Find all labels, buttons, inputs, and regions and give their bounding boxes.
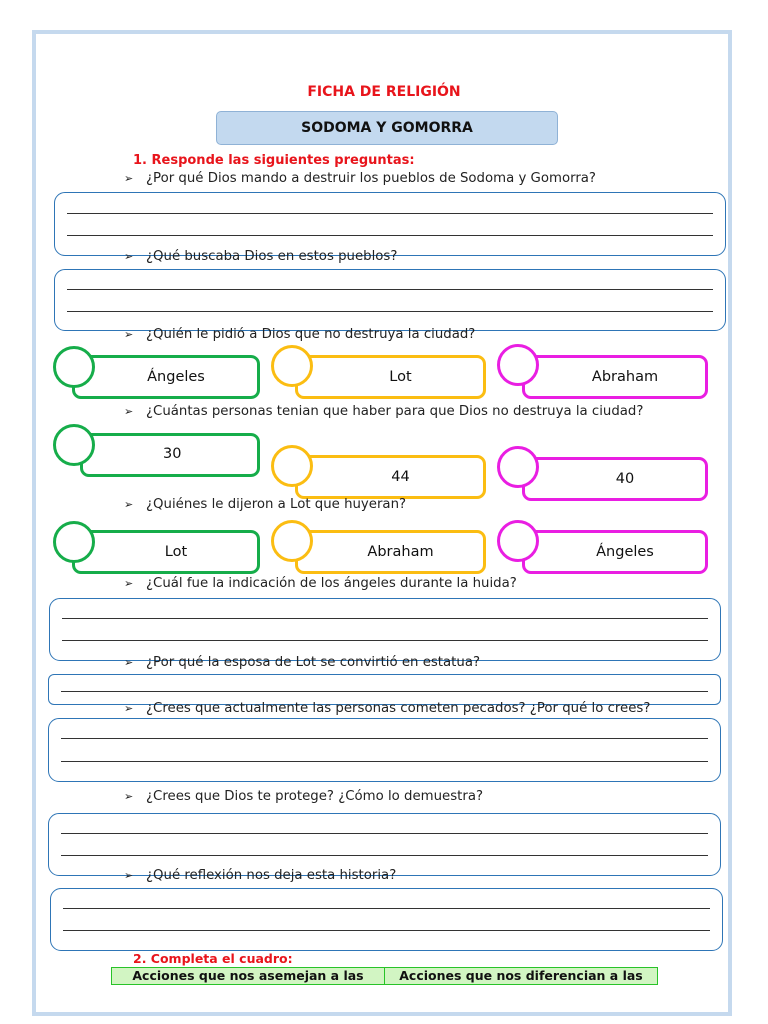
question-7 (124, 655, 480, 670)
answer-circle[interactable] (53, 346, 95, 388)
question-3-text: ¿Quién le pidió a Dios que no destruya la ciudad? (146, 327, 476, 342)
answer-line (62, 640, 708, 641)
answer-box-10[interactable] (50, 888, 723, 951)
section-2-heading: 2. Completa el cuadro: (133, 951, 293, 966)
option-q4-44[interactable] (295, 455, 486, 499)
option-q5-lot[interactable] (72, 530, 260, 574)
question-8 (124, 701, 657, 718)
bullet-arrow-icon: ➢ (124, 328, 134, 341)
option-q3-lot[interactable] (295, 355, 486, 399)
answer-box-8[interactable] (48, 718, 721, 782)
option-q3-angeles[interactable] (72, 355, 260, 399)
option-q4-30[interactable] (80, 433, 260, 477)
question-10 (124, 868, 396, 883)
question-2 (124, 249, 397, 264)
column-header-similar: Acciones que nos asemejan a las (132, 968, 364, 983)
answer-line (67, 311, 713, 312)
answer-line (61, 855, 708, 856)
question-9 (124, 789, 483, 804)
option-label: Ángeles (147, 369, 205, 385)
answer-circle[interactable] (497, 520, 539, 562)
question-9-text: ¿Crees que Dios te protege? ¿Cómo lo demuestra? (146, 789, 484, 804)
question-1-text: ¿Por qué Dios mando a destruir los pueblos de Sodoma y Gomorra? (146, 171, 596, 186)
option-label: 44 (391, 469, 410, 485)
answer-circle[interactable] (53, 424, 95, 466)
answer-box-6[interactable] (49, 598, 721, 661)
answer-circle[interactable] (497, 446, 539, 488)
column-header-different: Acciones que nos diferencian a las (384, 968, 657, 984)
option-label: Lot (164, 544, 188, 560)
answer-box-2[interactable] (54, 269, 726, 331)
question-5 (124, 497, 406, 512)
answer-line (62, 618, 708, 619)
question-3 (124, 327, 475, 342)
option-q5-abraham[interactable] (295, 530, 486, 574)
answer-circle[interactable] (53, 521, 95, 563)
option-q5-angeles[interactable] (522, 530, 708, 574)
answer-line (63, 908, 710, 909)
question-1 (124, 171, 596, 186)
option-label: 40 (615, 471, 635, 487)
answer-circle[interactable] (271, 520, 313, 562)
question-4 (124, 404, 657, 419)
bullet-arrow-icon: ➢ (124, 790, 134, 803)
worksheet-title: FICHA DE RELIGIÓN (307, 84, 461, 100)
bullet-arrow-icon: ➢ (124, 702, 134, 715)
question-6-text: ¿Cuál fue la indicación de los ángeles durante la huida? (146, 576, 517, 591)
answer-line (61, 691, 708, 692)
bullet-arrow-icon: ➢ (124, 869, 134, 882)
option-q3-abraham[interactable] (522, 355, 708, 399)
question-6 (124, 576, 517, 591)
answer-circle[interactable] (497, 344, 539, 386)
bullet-arrow-icon: ➢ (124, 405, 134, 418)
answer-line (61, 761, 708, 762)
option-label: 30 (163, 446, 182, 462)
answer-line (67, 213, 713, 214)
bullet-arrow-icon: ➢ (124, 498, 134, 511)
question-2-text: ¿Qué buscaba Dios en estos pueblos? (146, 249, 398, 264)
answer-line (61, 738, 708, 739)
comparison-table-header (111, 967, 658, 985)
answer-line (67, 289, 713, 290)
option-label: Ángeles (596, 544, 654, 560)
bullet-arrow-icon: ➢ (124, 577, 134, 590)
topic-banner: SODOMA Y GOMORRA (216, 111, 558, 145)
section-1-heading: 1. Responde las siguientes preguntas: (133, 153, 415, 168)
bullet-arrow-icon: ➢ (124, 656, 134, 669)
answer-line (63, 930, 710, 931)
option-label: Abraham (367, 544, 434, 560)
answer-circle[interactable] (271, 445, 313, 487)
option-q4-40[interactable] (522, 457, 708, 501)
question-10-text: ¿Qué reflexión nos deja esta historia? (146, 868, 397, 883)
answer-box-1[interactable] (54, 192, 726, 256)
option-label: Lot (389, 369, 412, 385)
question-5-text: ¿Quiénes le dijeron a Lot que huyeran? (146, 497, 407, 512)
bullet-arrow-icon: ➢ (124, 172, 134, 185)
question-8-text: ¿Crees que actualmente las personas cometen pecados? ¿Por qué lo crees? (146, 701, 651, 716)
answer-box-9[interactable] (48, 813, 721, 876)
bullet-arrow-icon: ➢ (124, 250, 134, 263)
question-7-text: ¿Por qué la esposa de Lot se convirtió en estatua? (146, 655, 481, 670)
answer-line (67, 235, 713, 236)
answer-line (61, 833, 708, 834)
answer-circle[interactable] (271, 345, 313, 387)
option-label: Abraham (591, 369, 659, 385)
question-4-text: ¿Cuántas personas tenian que haber para que Dios no destruya la ciudad? (146, 404, 644, 419)
